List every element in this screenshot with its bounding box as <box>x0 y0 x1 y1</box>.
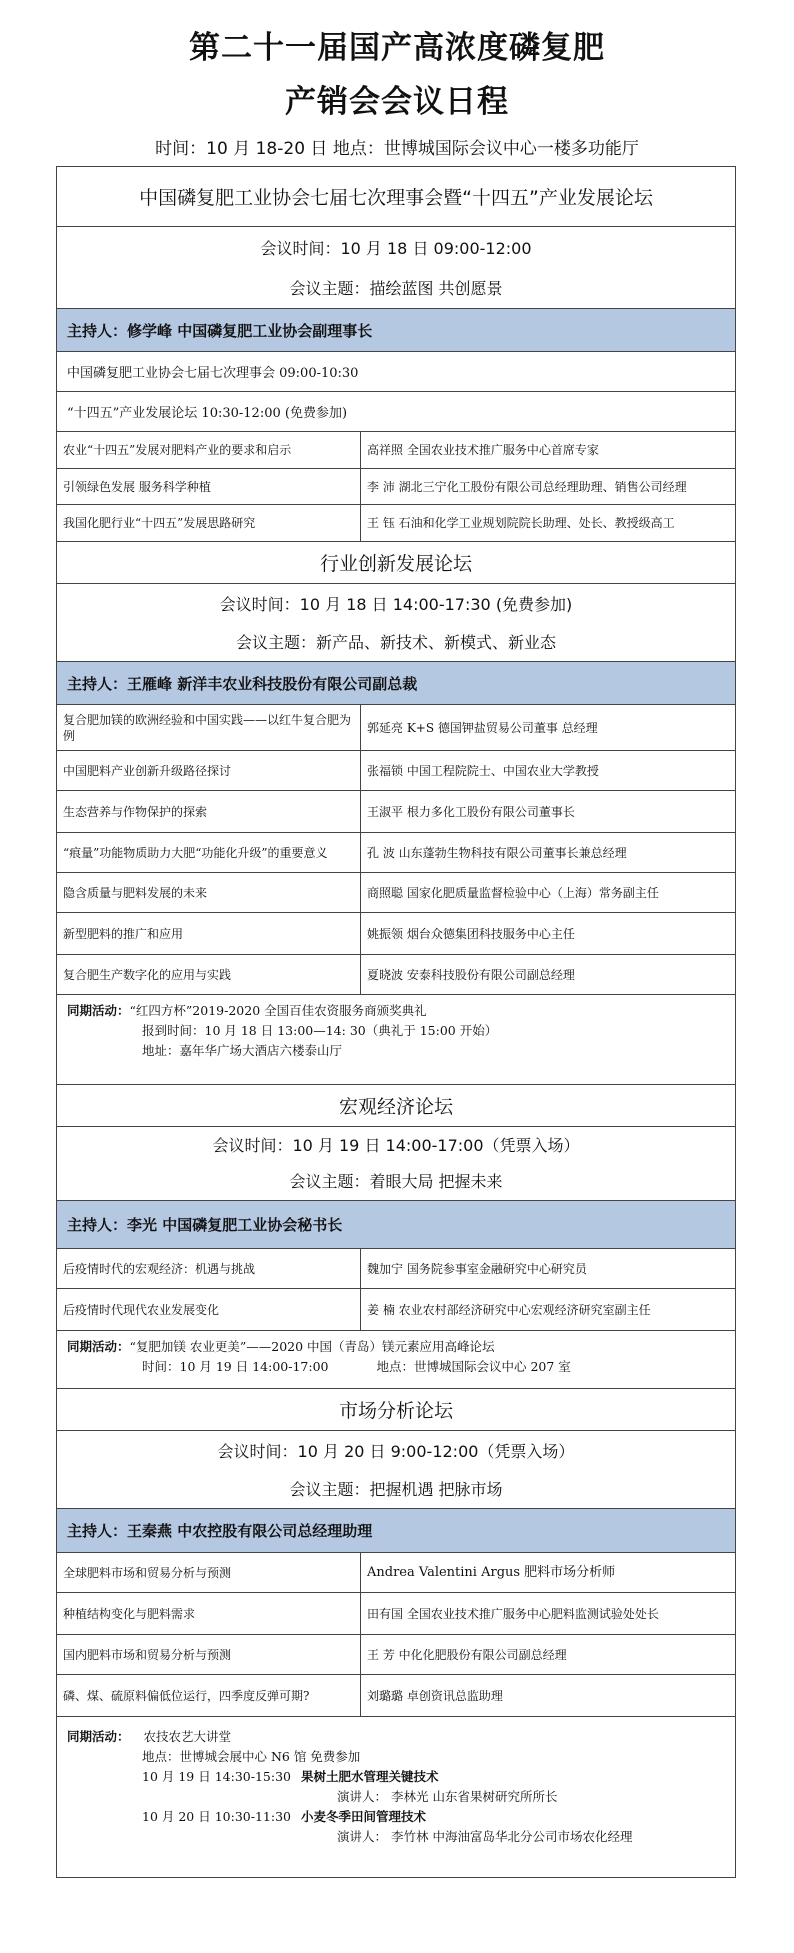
forum-title: 宏观经济论坛 <box>57 1085 735 1127</box>
talk-topic: 全球肥料市场和贸易分析与预测 <box>57 1553 361 1592</box>
talk-speaker: 商照聪 国家化肥质量监督检验中心（上海）常务副主任 <box>367 885 659 900</box>
talk-row <box>57 505 735 542</box>
talk-speaker: 高祥照 全国农业技术推广服务中心首席专家 <box>367 443 599 457</box>
meeting-time: 会议时间：10 月 20 日 9:00-12:00（凭票入场） <box>217 1441 575 1461</box>
page-subtitle: 产销会会议日程 <box>285 84 509 120</box>
talk-row <box>57 1635 735 1675</box>
talk-speaker: 孔 波 山东蓬勃生物科技有限公司董事长兼总经理 <box>367 845 627 860</box>
talk-row <box>57 791 735 833</box>
lecture-time: 10 月 19 日 14:30-15:30 <box>142 1769 291 1784</box>
lecture-row <box>67 1807 725 1827</box>
talk-row <box>57 873 735 913</box>
lecture-title: 果树土肥水管理关键技术 <box>300 1769 439 1784</box>
lecture-title: 小麦冬季田间管理技术 <box>300 1809 426 1824</box>
side-event <box>57 1331 735 1389</box>
host-bar: 主持人：李光 中国磷复肥工业协会秘书长 <box>57 1201 735 1249</box>
talk-topic: 农业“十四五”发展对肥料产业的要求和启示 <box>57 432 361 468</box>
talk-topic: 隐含质量与肥料发展的未来 <box>57 873 361 912</box>
talk-row <box>57 432 735 469</box>
side-event-label: 同期活动： <box>67 1003 130 1018</box>
talk-row <box>57 913 735 955</box>
side-event-place: 地点：世博城会展中心 N6 馆 免费参加 <box>142 1749 361 1764</box>
talk-speaker: 张福锁 中国工程院院士、中国农业大学教授 <box>367 763 599 778</box>
forum-title: 行业创新发展论坛 <box>57 542 735 584</box>
talk-row <box>57 1249 735 1289</box>
talk-row <box>57 705 735 751</box>
lecture-time: 10 月 20 日 10:30-11:30 <box>142 1809 291 1824</box>
time-location-line: 时间：10 月 18-20 日 地点：世博城国际会议中心一楼多功能厅 <box>155 139 639 159</box>
talk-topic: 后疫情时代的宏观经济：机遇与挑战 <box>57 1249 361 1288</box>
forum-title: 市场分析论坛 <box>57 1389 735 1431</box>
meeting-theme: 会议主题：描绘蓝图 共创愿景 <box>57 267 735 309</box>
side-event <box>57 1717 735 1877</box>
side-event-time-place <box>67 1357 725 1377</box>
side-event-title: “红四方杯”2019-2020 全国百佳农资服务商颁奖典礼 <box>129 1003 427 1018</box>
session-item: “十四五”产业发展论坛 10:30-12:00 (免费参加) <box>57 392 735 432</box>
meeting-theme: 会议主题：把握机遇 把脉市场 <box>57 1469 735 1509</box>
talk-speaker: 郭延亮 K+S 德国钾盐贸易公司董事 总经理 <box>367 720 598 735</box>
host-bar: 主持人：修学峰 中国磷复肥工业协会副理事长 <box>57 309 735 352</box>
session-item: 中国磷复肥工业协会七届七次理事会 09:00-10:30 <box>57 352 735 392</box>
schedule-table <box>56 166 736 1878</box>
meeting-theme: 会议主题：新产品、新技术、新模式、新业态 <box>57 622 735 662</box>
meeting-time: 会议时间：10 月 18 日 09:00-12:00 <box>260 238 532 258</box>
talk-topic: 种植结构变化与肥料需求 <box>57 1593 361 1634</box>
talk-row <box>57 955 735 995</box>
talk-topic: “痕量”功能物质助力大肥“功能化升级”的重要意义 <box>57 833 361 872</box>
lecture-row <box>67 1767 725 1787</box>
talk-speaker: 王 芳 中化化肥股份有限公司副总经理 <box>367 1647 567 1662</box>
lecture-speaker: 演讲人： 李竹林 中海油富岛华北分公司市场农化经理 <box>337 1829 633 1844</box>
talk-row <box>57 469 735 505</box>
side-event-label: 同期活动： <box>67 1339 130 1354</box>
talk-topic: 引领绿色发展 服务科学种植 <box>57 469 361 504</box>
forum-title: 中国磷复肥工业协会七届七次理事会暨“十四五”产业发展论坛 <box>57 167 735 227</box>
side-event-checkin: 报到时间：10 月 18 日 13:00—14: 30（典礼于 15:00 开始） <box>142 1023 498 1038</box>
talk-speaker: 姜 楠 农业农村部经济研究中心宏观经济研究室副主任 <box>367 1302 651 1317</box>
talk-speaker: Andrea Valentini Argus 肥料市场分析师 <box>367 1564 616 1580</box>
talk-topic: 我国化肥行业“十四五”发展思路研究 <box>57 505 361 541</box>
talk-speaker: 李 沛 湖北三宁化工股份有限公司总经理助理、销售公司经理 <box>367 479 687 494</box>
side-event-label: 同期活动： <box>67 1729 130 1744</box>
side-event-title: 农技农艺大讲堂 <box>143 1729 232 1744</box>
host-bar: 主持人：王雁峰 新洋丰农业科技股份有限公司副总裁 <box>57 662 735 705</box>
talk-topic: 复合肥加镁的欧洲经验和中国实践——以红牛复合肥为例 <box>57 705 361 750</box>
talk-speaker: 魏加宁 国务院参事室金融研究中心研究员 <box>367 1261 587 1276</box>
talk-speaker: 姚振领 烟台众德集团科技服务中心主任 <box>367 926 575 941</box>
side-event-title: “复肥加镁 农业更美”——2020 中国（青岛）镁元素应用高峰论坛 <box>129 1339 495 1354</box>
side-event-address: 地址：嘉年华广场大酒店六楼泰山厅 <box>142 1043 343 1058</box>
talk-topic: 生态营养与作物保护的探索 <box>57 791 361 832</box>
talk-speaker: 刘璐璐 卓创资讯总监助理 <box>367 1688 503 1703</box>
talk-speaker: 田有国 全国农业技术推广服务中心肥料监测试验处处长 <box>367 1606 659 1621</box>
talk-topic: 后疫情时代现代农业发展变化 <box>57 1289 361 1330</box>
side-event <box>57 995 735 1085</box>
talk-row <box>57 1553 735 1593</box>
meeting-time: 会议时间：10 月 18 日 14:00-17:30 (免费参加) <box>219 594 573 614</box>
meeting-time: 会议时间：10 月 19 日 14:00-17:00（凭票入场） <box>212 1135 580 1155</box>
talk-topic: 复合肥生产数字化的应用与实践 <box>57 955 361 994</box>
side-event-time: 时间：10 月 19 日 14:00-17:00 <box>142 1359 329 1374</box>
page-title: 第二十一届国产高浓度磷复肥 <box>189 30 605 66</box>
talk-topic: 中国肥料产业创新升级路径探讨 <box>57 751 361 790</box>
talk-topic: 新型肥料的推广和应用 <box>57 913 361 954</box>
talk-row <box>57 833 735 873</box>
talk-topic: 磷、煤、硫原料偏低位运行，四季度反弹可期? <box>57 1675 361 1716</box>
side-event-place: 地点：世博城国际会议中心 207 室 <box>376 1359 571 1374</box>
talk-row <box>57 1675 735 1717</box>
talk-speaker: 夏晓波 安泰科技股份有限公司副总经理 <box>367 967 575 982</box>
talk-speaker: 王 钰 石油和化学工业规划院院长助理、处长、教授级高工 <box>367 516 675 530</box>
meeting-theme: 会议主题：着眼大局 把握未来 <box>57 1161 735 1201</box>
talk-speaker: 王淑平 根力多化工股份有限公司董事长 <box>367 804 575 819</box>
talk-row <box>57 1289 735 1331</box>
talk-topic: 国内肥料市场和贸易分析与预测 <box>57 1635 361 1674</box>
lecture-speaker: 演讲人： 李林光 山东省果树研究所所长 <box>337 1789 558 1804</box>
talk-row <box>57 751 735 791</box>
talk-row <box>57 1593 735 1635</box>
host-bar: 主持人：王秦燕 中农控股有限公司总经理助理 <box>57 1509 735 1553</box>
